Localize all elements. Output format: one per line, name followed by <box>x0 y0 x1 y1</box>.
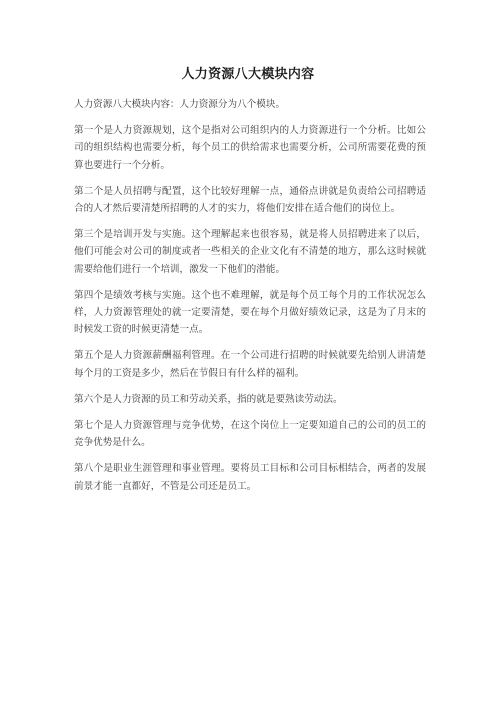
paragraph-hr-planning: 第一个是人力资源规划，这个是指对公司组织内的人力资源进行一个分析。比如公司的组织结构也需要分析，每个员工的供给需求也需要分析，公司所需要花费的预算也要进行一个分析。 <box>74 125 426 171</box>
paragraph-labor-relations: 第六个是人力资源的员工和劳动关系，指的就是要熟读劳动法。 <box>74 393 343 405</box>
paragraph-career-management: 第八个是职业生涯管理和事业管理。要将员工目标和公司目标相结合，两者的发展前景才能一直都好，不管是公司还是员工。 <box>74 463 426 492</box>
page-title: 人力资源八大模块内容 <box>181 67 315 82</box>
paragraph-performance: 第四个是绩效考核与实施。这个也不难理解，就是每个员工每个月的工作状况怎么样，人力资源管理处的就一定要清楚，要在每个月做好绩效记录，这是为了月末的时候发工资的时候更清楚一点。 <box>74 289 426 336</box>
intro-paragraph: 人力资源八大模块内容：人力资源分为八个模块。 <box>74 99 286 110</box>
paragraph-compensation: 第五个是人力资源薪酬福利管理。在一个公司进行招聘的时候就要先给别人讲清楚每个月的工资是多少，然后在节假日有什么样的福利。 <box>74 350 426 379</box>
paragraph-training: 第三个是培训开发与实施。这个理解起来也很容易，就是将人员招聘进来了以后，他们可能会对公司的制度或者一些相关的企业文化有不清楚的地方，那么这时候就需要给他们进行一个培训，激发一下他们的潜能。 <box>74 229 426 275</box>
document-body <box>74 96 426 504</box>
paragraph-competitive-advantage: 第七个是人力资源管理与竞争优势，在这个岗位上一定要知道自己的公司的员工的竞争优势是什么。 <box>74 420 426 449</box>
paragraph-recruitment: 第二个是人员招聘与配置，这个比较好理解一点，通俗点讲就是负责给公司招聘适合的人才然后要清楚所招聘的人才的实力，将他们安排在适合他们的岗位上。 <box>74 185 426 215</box>
